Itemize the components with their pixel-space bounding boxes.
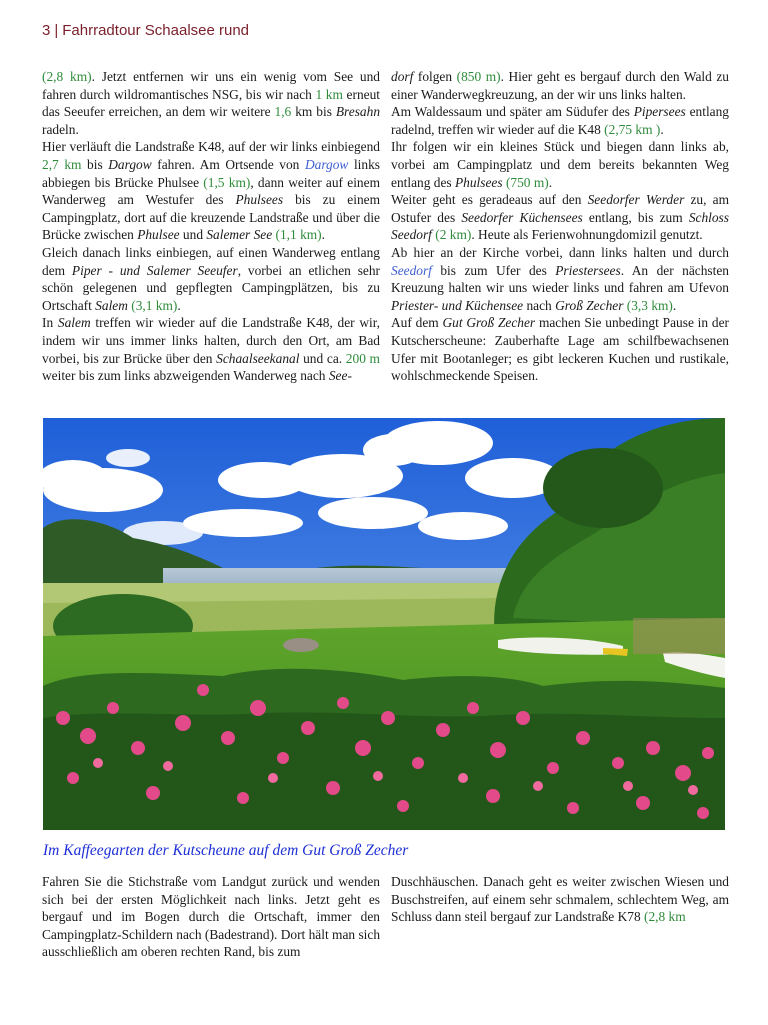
distance: (3,1 km) [131, 297, 178, 313]
paragraph: Fahren Sie die Stichstraße vom Landgut zurück und wenden sich bei der ersten Möglichkeit nach links. Jetzt geht es bergauf und im Bogen durch die Ortschaft, immer den Campingplatz-Schildern nach (Badestrand). Dort hält man sich ausschließlich am oberen rechten Rand, bis zum [42, 874, 381, 960]
paragraph: (2,8 km). Jetzt entfernen wir uns ein wenig vom See und fahren durch wildromantisches NSG, bis wir nach 1 km erneut das Seeufer erreichen, an dem wir weitere 1,6 km bis Bresahn radeln. [42, 69, 381, 137]
garden-photo-illustration [43, 418, 725, 830]
paragraph: dorf folgen (850 m). Hier geht es bergauf durch den Wald zu einer Wanderwegkreuzung, an der wir uns links halten. [391, 69, 729, 102]
place-name: Phulsees [235, 192, 284, 208]
place-name: Seedorfer Küchensees [461, 209, 583, 225]
photo-caption: Im Kaffeegarten der Kutscheune auf dem Gut Groß Zecher [43, 842, 409, 859]
distance: (2,8 km) [42, 69, 92, 84]
place-link[interactable]: Seedorf [391, 262, 432, 278]
place-name: Groß Zecher [555, 297, 624, 313]
place-name: Schaalseekanal [216, 350, 300, 366]
paragraph: Weiter geht es geradeaus auf den Seedorfer Werder zu, am Ostufer des Seedorfer Küchensees entlang, bis zum Schloss Seedorf (2 km). Heute als Ferienwohnungdomizil genutzt. [391, 192, 729, 243]
distance: (2,75 km ) [604, 121, 661, 137]
distance: (3,3 km) [626, 297, 673, 313]
distance: (1,5 km) [203, 174, 251, 190]
place-name: Piper - und Salemer Seeufer [71, 262, 238, 278]
text-column-right [391, 68, 729, 385]
place-name: dorf [391, 69, 414, 84]
text-column-left [42, 68, 380, 385]
distance: (850 m) [456, 69, 501, 84]
paragraph: Duschhäuschen. Danach geht es weiter zwischen Wiesen und Buschstreifen, auf einem sehr schmalem, schlechtem Weg, am Schluss dann steil bergauf zur Landstraße K78 (2,8 km [391, 874, 729, 925]
distance: 1 km [315, 86, 343, 102]
place-name: Schloss Seedorf [391, 209, 729, 243]
running-header [42, 22, 249, 39]
place-name: Dargow [108, 156, 152, 172]
place-name: Seedorfer Werder [587, 192, 685, 208]
place-link[interactable]: Dargow [304, 156, 349, 172]
place-name: Priester- und Küchensee [391, 297, 524, 313]
place-name: Salem [57, 315, 91, 331]
place-name: Salem [95, 297, 128, 313]
paragraph: Auf dem Gut Groß Zecher machen Sie unbedingt Pause in der Kutscherscheune: Zauberhafte Lage am schilfbewachsenen Ufer mit Bootanleger; es gibt leckeren Kuchen und rustikale, wohlschmeckende Speisen. [391, 315, 729, 384]
distance: (1,1 km) [275, 227, 322, 243]
place-name: Phulsee [137, 227, 180, 243]
header-separator: | [54, 22, 59, 39]
garden-photo [43, 418, 725, 830]
distance: (2 km) [435, 227, 472, 243]
page-number: 3 [42, 22, 51, 39]
text-column-bottom-left [42, 873, 380, 961]
paragraph: Gleich danach links einbiegen, auf einen Wanderweg entlang dem Piper - und Salemer Seeufer, vorbei an etlichen sehr schön gelegenen und gepflegten Campingplätzen, bis zu Ortschaft Salem (3,1 km). [42, 244, 381, 313]
distance: (2,8 km [644, 909, 686, 925]
distance: 2,7 km [42, 156, 82, 172]
place-name: Pipersees [633, 104, 686, 120]
header-title: Fahrradtour Schaalsee rund [62, 22, 250, 39]
distance: 200 m [345, 350, 380, 366]
place-name: Phulsees [454, 174, 503, 190]
place-name: See- [328, 368, 352, 384]
distance: 1,6 [274, 104, 292, 120]
place-name: Gut Groß Zecher [442, 315, 536, 331]
place-name: Salemer See [206, 227, 273, 243]
place-name: Priestersees [555, 262, 621, 278]
paragraph: Am Waldessaum und später am Südufer des Pipersees entlang radelnd, treffen wir wieder auf die K48 (2,75 km ). [391, 104, 729, 137]
text-column-bottom-right [391, 873, 729, 926]
paragraph: Ab hier an der Kirche vorbei, dann links halten und durch Seedorf bis zum Ufer des Priestersees. An der nächsten Kreuzung halten wir uns wieder links und fahren am Ufevon Priester- und Küchensee nach Groß Zecher (3,3 km). [391, 244, 729, 313]
paragraph: In Salem treffen wir wieder auf die Landstraße K48, der wir, indem wir uns immer links halten, durch den Ort, am Bad vorbei, bis zur Brücke über den Schaalseekanal und ca. 200 m weiter bis zum links abzweigenden Wanderweg nach See- [42, 315, 380, 384]
paragraph: Ihr folgen wir ein kleines Stück und biegen dann links ab, vorbei am Campingplatz und dem bereits bekannten Weg entlang des Phulsees (750 m). [391, 139, 729, 190]
paragraph: Hier verläuft die Landstraße K48, auf der wir links einbiegend 2,7 km bis Dargow fahren. Am Ortsende von Dargow links abbiegen bis Brücke Phulsee (1,5 km), dann weiter auf einem Wanderweg am Westufer des Phulsees bis zu einem Campingplatz, dort auf die kreuzende Landstraße und über die Brücke zwischen Phulsee und Salemer See (1,1 km). [42, 139, 381, 243]
place-name: Bresahn [335, 104, 381, 120]
distance: (750 m) [505, 174, 549, 190]
